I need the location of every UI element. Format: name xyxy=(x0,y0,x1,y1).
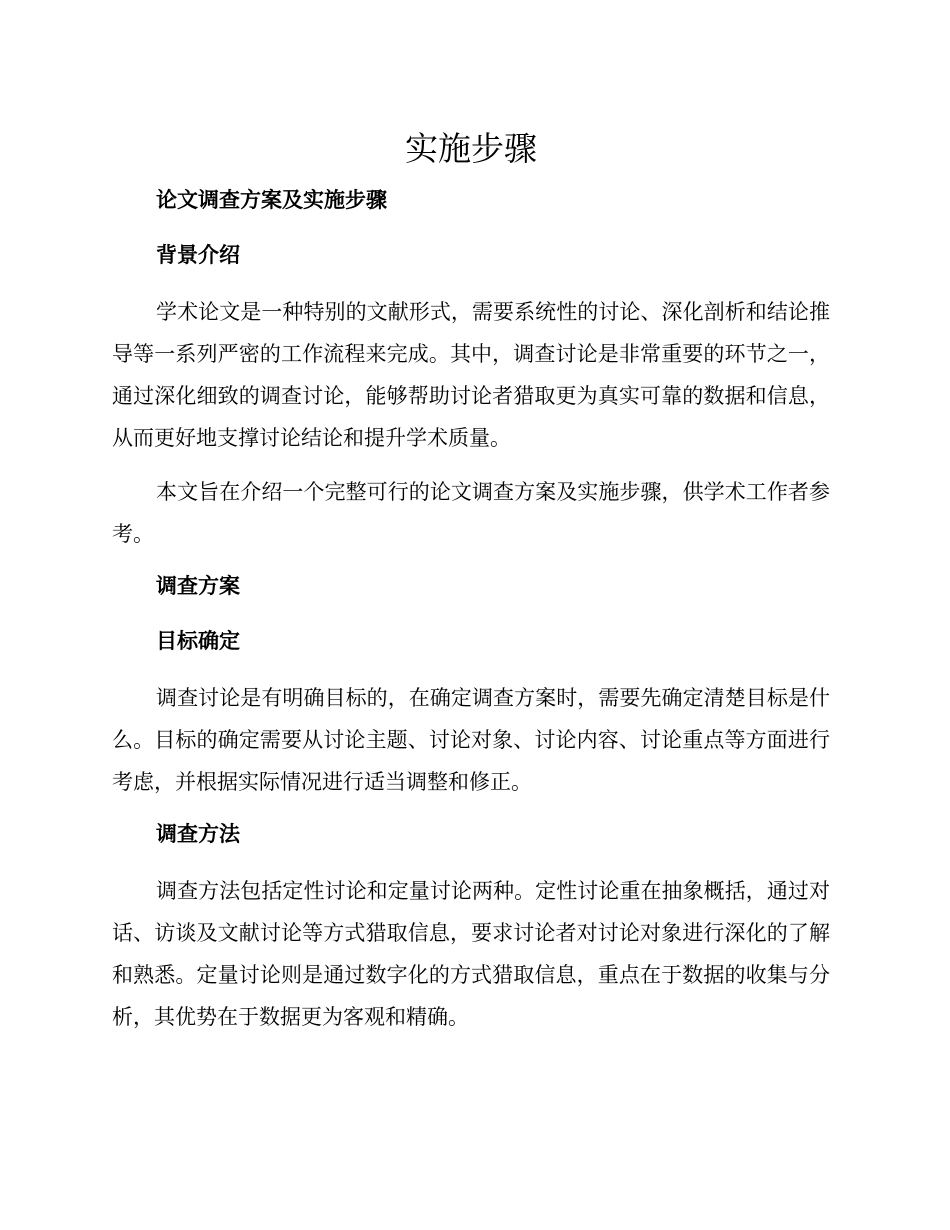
paragraph-survey-methods: 调查方法包括定性讨论和定量讨论两种。定性讨论重在抽象概括，通过对话、访谈及文献讨论等方式猎取信息，要求讨论者对讨论对象进行深化的了解和熟悉。定量讨论则是通过数字化的方式猎取信息，重点在于数据的收集与分析，其优势在于数据更为客观和精确。 xyxy=(112,879,830,1029)
document-body xyxy=(112,126,830,1050)
document-title: 实施步骤 xyxy=(405,129,537,168)
paragraph-background-1: 学术论文是一种特别的文献形式，需要系统性的讨论、深化剖析和结论推导等一系列严密的工作流程来完成。其中，调查讨论是非常重要的环节之一，通过深化细致的调查讨论，能够帮助讨论者猎取更为真实可靠的数据和信息，从而更好地支撑讨论结论和提升学术质量。 xyxy=(112,300,830,450)
heading-goal-setting: 目标确定 xyxy=(156,629,240,653)
heading-paper-survey-plan: 论文调查方案及实施步骤 xyxy=(156,188,387,212)
heading-background: 背景介绍 xyxy=(156,243,240,267)
heading-survey-plan: 调查方案 xyxy=(156,574,240,598)
paragraph-goal-setting: 调查讨论是有明确目标的，在确定调查方案时，需要先确定清楚目标是什么。目标的确定需要从讨论主题、讨论对象、讨论内容、讨论重点等方面进行考虑，并根据实际情况进行适当调整和修正。 xyxy=(112,686,830,794)
paragraph-background-2: 本文旨在介绍一个完整可行的论文调查方案及实施步骤，供学术工作者参考。 xyxy=(112,480,830,546)
heading-survey-methods: 调查方法 xyxy=(156,822,240,846)
